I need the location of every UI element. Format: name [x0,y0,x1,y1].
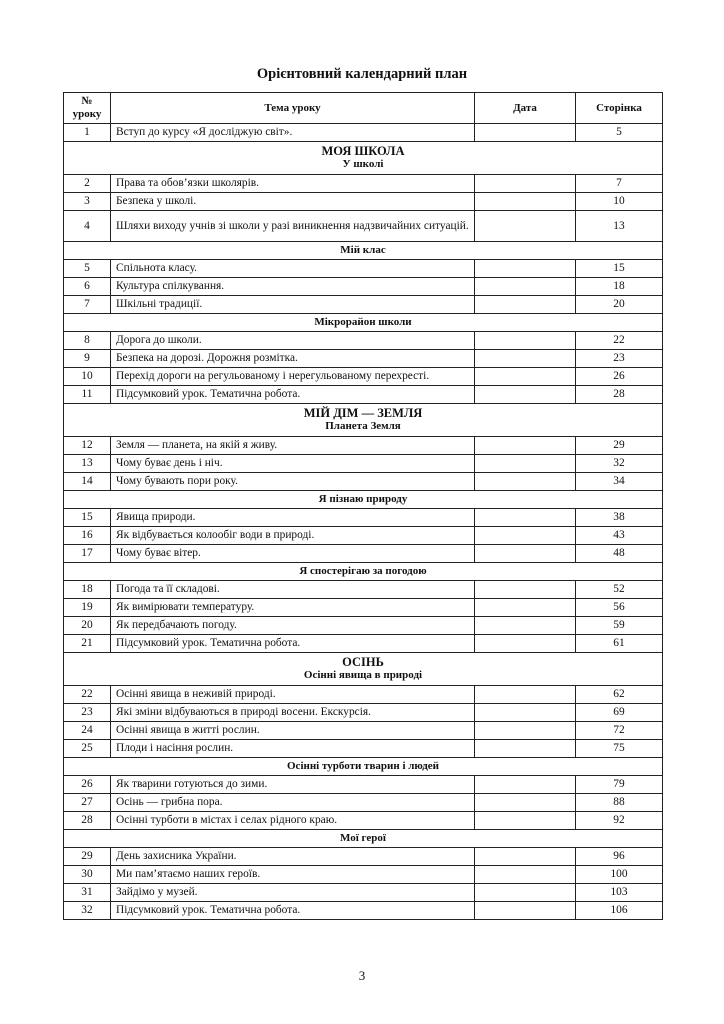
lesson-topic-cell: Ми пам’ятаємо наших героїв. [111,866,475,884]
lesson-date-cell [475,296,576,314]
lesson-date-cell [475,211,576,242]
lesson-number-cell: 24 [64,722,111,740]
lesson-number-cell: 2 [64,175,111,193]
lesson-number-cell: 32 [64,902,111,920]
table-row [64,740,663,758]
lesson-number-cell: 4 [64,211,111,242]
lesson-number-cell: 23 [64,704,111,722]
subsection-title: Я пізнаю природу [64,491,663,509]
table-row [64,350,663,368]
section-header-cell [64,142,663,175]
lesson-date-cell [475,812,576,830]
lesson-topic-cell: Шкільні традиції. [111,296,475,314]
lesson-number-cell: 15 [64,509,111,527]
lesson-number-cell: 10 [64,368,111,386]
table-row [64,776,663,794]
subsection-title: У школі [342,158,384,170]
lesson-page-cell: 20 [576,296,663,314]
lesson-topic-cell: Дорога до школи. [111,332,475,350]
table-row [64,794,663,812]
lesson-number-cell: 14 [64,473,111,491]
lesson-date-cell [475,581,576,599]
lesson-number-cell: 3 [64,193,111,211]
lesson-page-cell: 79 [576,776,663,794]
lesson-date-cell [475,866,576,884]
lesson-topic-cell: Осінні явища в неживій природі. [111,686,475,704]
table-header-row [64,93,663,124]
lesson-page-cell: 56 [576,599,663,617]
table-row [64,848,663,866]
header-lesson-number [64,93,111,124]
table-row [64,527,663,545]
lesson-topic-cell: Спільнота класу. [111,260,475,278]
table-row [64,902,663,920]
section-title: МОЯ ШКОЛА [321,144,405,158]
lesson-date-cell [475,545,576,563]
lesson-date-cell [475,386,576,404]
lesson-date-cell [475,368,576,386]
lesson-date-cell [475,884,576,902]
lesson-page-cell: 18 [576,278,663,296]
lesson-date-cell [475,509,576,527]
lesson-date-cell [475,473,576,491]
table-row [64,332,663,350]
lesson-topic-cell: Безпека на дорозі. Дорожня розмітка. [111,350,475,368]
lesson-page-cell: 88 [576,794,663,812]
lesson-page-cell: 32 [576,455,663,473]
subsection-title: Мій клас [64,242,663,260]
lesson-date-cell [475,902,576,920]
lesson-topic-cell: Шляхи виходу учнів зі школи у разі виникнення надзвичайних ситуацій. [111,211,475,242]
table-body [64,124,663,920]
table-row [64,455,663,473]
lesson-page-cell: 62 [576,686,663,704]
page-title: Орієнтовний календарний план [256,66,468,82]
table-row [64,581,663,599]
lesson-topic-cell: Як вимірювати температуру. [111,599,475,617]
header-page: Сторінка [576,93,663,124]
header-num-symbol: № [81,95,93,107]
lesson-topic-cell: Безпека у школі. [111,193,475,211]
subsection-title: Мікрорайон школи [64,314,663,332]
table-row [64,635,663,653]
lesson-page-cell: 103 [576,884,663,902]
lesson-number-cell: 17 [64,545,111,563]
lesson-page-cell: 106 [576,902,663,920]
lesson-date-cell [475,527,576,545]
table-row [64,260,663,278]
table-row [64,617,663,635]
section-header-cell [64,404,663,437]
table-row [64,884,663,902]
table-row [64,599,663,617]
page-number: 3 [358,968,366,983]
subsection-row [64,830,663,848]
lesson-topic-cell: Як відбувається колообіг води в природі. [111,527,475,545]
table-row [64,686,663,704]
lesson-date-cell [475,635,576,653]
lesson-topic-cell: Культура спілкування. [111,278,475,296]
lesson-date-cell [475,175,576,193]
table-row [64,386,663,404]
lesson-number-cell: 21 [64,635,111,653]
subsection-title: Планета Земля [325,420,401,432]
lesson-topic-cell: Чому буває вітер. [111,545,475,563]
subsection-title: Мої герої [64,830,663,848]
lesson-number-cell: 27 [64,794,111,812]
lesson-topic-cell: Чому бувають пори року. [111,473,475,491]
lesson-topic-cell: Явища природи. [111,509,475,527]
lesson-page-cell: 10 [576,193,663,211]
subsection-title: Осінні явища в природі [303,669,423,681]
lesson-topic-cell: Осінь — грибна пора. [111,794,475,812]
lesson-page-cell: 22 [576,332,663,350]
lesson-number-cell: 7 [64,296,111,314]
table-row [64,437,663,455]
lesson-date-cell [475,332,576,350]
table-row [64,368,663,386]
table-row [64,473,663,491]
lesson-page-cell: 38 [576,509,663,527]
lesson-topic-cell: Погода та її складові. [111,581,475,599]
lesson-number-cell: 9 [64,350,111,368]
section-header-row [64,653,663,686]
lesson-date-cell [475,722,576,740]
lesson-page-cell: 52 [576,581,663,599]
table-row [64,211,663,242]
lesson-number-cell: 18 [64,581,111,599]
lesson-date-cell [475,686,576,704]
subsection-row [64,758,663,776]
lesson-date-cell [475,260,576,278]
calendar-plan-table [63,92,663,920]
lesson-date-cell [475,193,576,211]
table-row [64,545,663,563]
subsection-title: Я спостерігаю за погодою [64,563,663,581]
lesson-number-cell: 12 [64,437,111,455]
lesson-date-cell [475,437,576,455]
lesson-topic-cell: Вступ до курсу «Я досліджую світ». [111,124,475,142]
lesson-date-cell [475,848,576,866]
subsection-title: Осінні турботи тварин і людей [64,758,663,776]
lesson-number-cell: 20 [64,617,111,635]
lesson-number-cell: 29 [64,848,111,866]
lesson-page-cell: 59 [576,617,663,635]
lesson-page-cell: 72 [576,722,663,740]
subsection-row [64,491,663,509]
lesson-topic-cell: Земля — планета, на якій я живу. [111,437,475,455]
lesson-page-cell: 100 [576,866,663,884]
section-title: МІЙ ДІМ — ЗЕМЛЯ [303,406,423,420]
section-header-cell [64,653,663,686]
lesson-date-cell [475,278,576,296]
lesson-topic-cell: Підсумковий урок. Тематична робота. [111,902,475,920]
lesson-number-cell: 19 [64,599,111,617]
table-row [64,296,663,314]
lesson-topic-cell: Права та обов’язки школярів. [111,175,475,193]
lesson-topic-cell: День захисника України. [111,848,475,866]
lesson-topic-cell: Як тварини готуються до зими. [111,776,475,794]
header-topic: Тема уроку [111,93,475,124]
lesson-date-cell [475,704,576,722]
lesson-date-cell [475,124,576,142]
table-row [64,124,663,142]
lesson-page-cell: 15 [576,260,663,278]
subsection-row [64,242,663,260]
lesson-page-cell: 48 [576,545,663,563]
lesson-page-cell: 26 [576,368,663,386]
lesson-date-cell [475,740,576,758]
lesson-number-cell: 22 [64,686,111,704]
table-row [64,866,663,884]
section-header-row [64,404,663,437]
lesson-number-cell: 26 [64,776,111,794]
lesson-page-cell: 43 [576,527,663,545]
lesson-number-cell: 30 [64,866,111,884]
lesson-number-cell: 31 [64,884,111,902]
lesson-topic-cell: Осінні турботи в містах і селах рідного краю. [111,812,475,830]
lesson-page-cell: 69 [576,704,663,722]
lesson-number-cell: 11 [64,386,111,404]
lesson-page-cell: 92 [576,812,663,830]
table-row [64,175,663,193]
lesson-date-cell [475,794,576,812]
lesson-number-cell: 8 [64,332,111,350]
lesson-page-cell: 29 [576,437,663,455]
table-row [64,722,663,740]
lesson-number-cell: 1 [64,124,111,142]
lesson-date-cell [475,599,576,617]
lesson-topic-cell: Як передбачають погоду. [111,617,475,635]
lesson-number-cell: 28 [64,812,111,830]
table-row [64,704,663,722]
lesson-topic-cell: Підсумковий урок. Тематична робота. [111,386,475,404]
lesson-page-cell: 96 [576,848,663,866]
lesson-number-cell: 25 [64,740,111,758]
subsection-row [64,563,663,581]
subsection-row [64,314,663,332]
lesson-page-cell: 7 [576,175,663,193]
section-header-row [64,142,663,175]
lesson-page-cell: 23 [576,350,663,368]
lesson-date-cell [475,350,576,368]
table-row [64,193,663,211]
lesson-topic-cell: Перехід дороги на регульованому і нерегульованому перехресті. [111,368,475,386]
lesson-date-cell [475,617,576,635]
lesson-number-cell: 13 [64,455,111,473]
lesson-page-cell: 61 [576,635,663,653]
lesson-topic-cell: Плоди і насіння рослин. [111,740,475,758]
section-title: ОСІНЬ [342,655,384,669]
lesson-page-cell: 75 [576,740,663,758]
header-date: Дата [475,93,576,124]
table-row [64,509,663,527]
lesson-number-cell: 16 [64,527,111,545]
lesson-topic-cell: Які зміни відбуваються в природі восени. Екскурсія. [111,704,475,722]
lesson-topic-cell: Осінні явища в житті рослин. [111,722,475,740]
lesson-topic-cell: Чому буває день і ніч. [111,455,475,473]
header-num-label: уроку [72,108,102,120]
lesson-date-cell [475,455,576,473]
table-row [64,278,663,296]
lesson-topic-cell: Зайдімо у музей. [111,884,475,902]
lesson-page-cell: 28 [576,386,663,404]
lesson-date-cell [475,776,576,794]
lesson-number-cell: 6 [64,278,111,296]
lesson-page-cell: 5 [576,124,663,142]
lesson-page-cell: 34 [576,473,663,491]
lesson-page-cell: 13 [576,211,663,242]
lesson-topic-cell: Підсумковий урок. Тематична робота. [111,635,475,653]
lesson-number-cell: 5 [64,260,111,278]
table-row [64,812,663,830]
